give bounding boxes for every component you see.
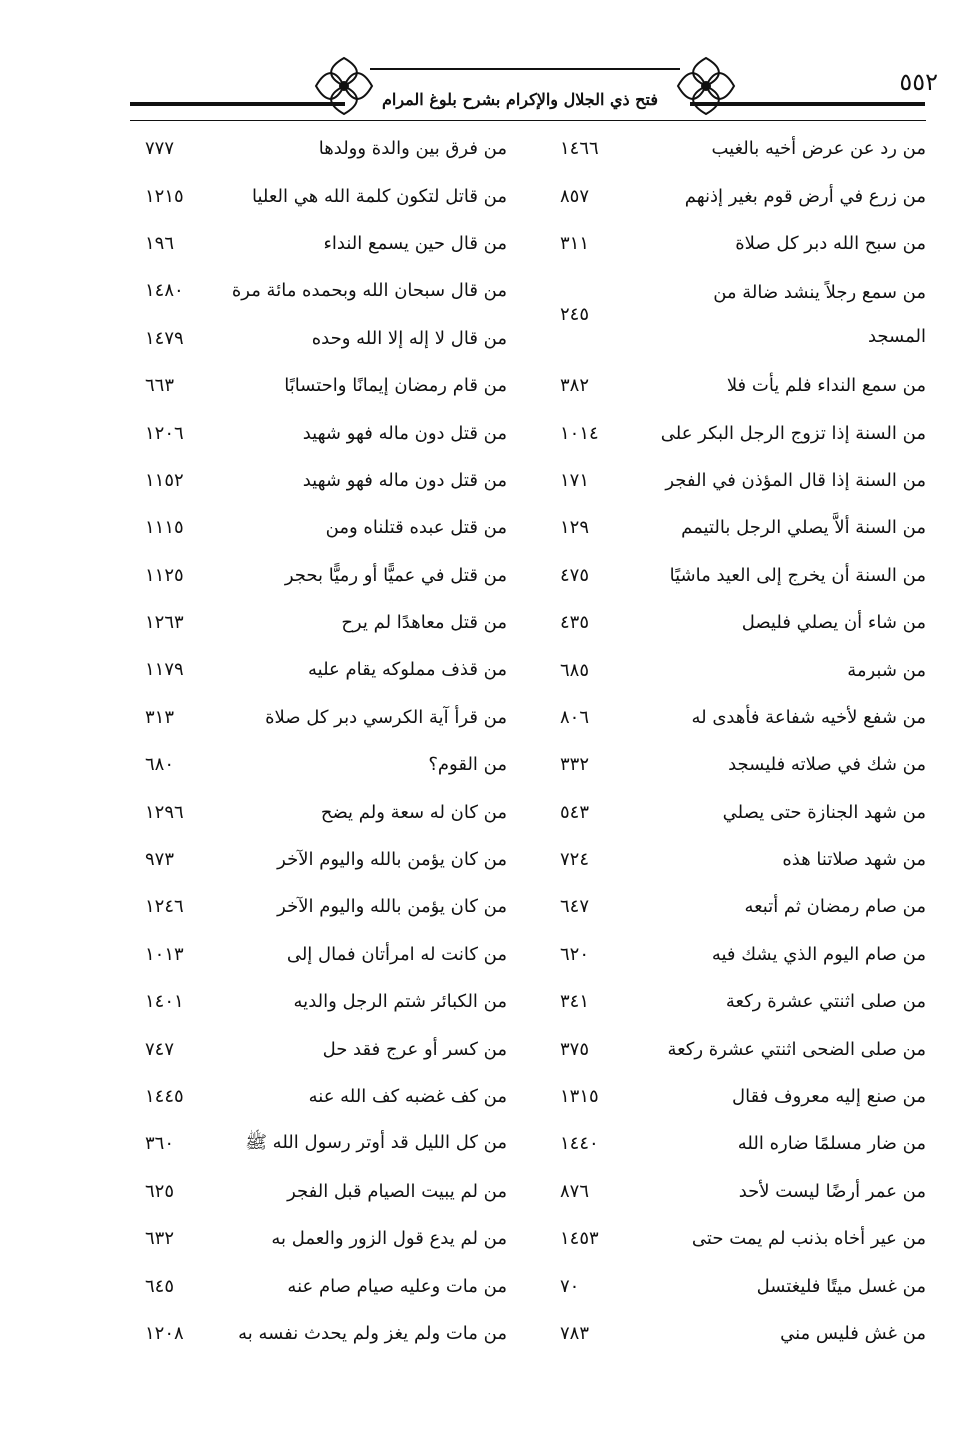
- entry-text: من القوم؟: [428, 754, 507, 776]
- index-entry: [145, 125, 507, 172]
- index-entry: [145, 1310, 507, 1357]
- index-entry: [560, 931, 926, 978]
- index-entry: [560, 788, 926, 835]
- index-entry: [145, 646, 507, 693]
- entry-page-number: ٦٢٥: [145, 1180, 175, 1202]
- entry-text: من قال سبحان الله وبحمده مائة مرة: [231, 280, 507, 302]
- index-entry: [145, 1120, 507, 1167]
- index-entry: [145, 409, 507, 456]
- entry-text: من قتل معاهدًا لم يرح: [341, 612, 507, 634]
- entry-page-number: ٨٥٧: [560, 185, 590, 207]
- index-entry: [560, 125, 926, 172]
- index-entry: [145, 220, 507, 267]
- index-entry: [560, 1025, 926, 1072]
- entry-page-number: ١١١٥: [145, 517, 184, 539]
- entry-page-number: ٢٤٥: [560, 304, 590, 326]
- entry-text: من شاء أن يصلي فليصل: [741, 612, 926, 634]
- entry-page-number: ٣٤١: [560, 991, 590, 1013]
- index-entry: [145, 1215, 507, 1262]
- index-entry: [145, 741, 507, 788]
- entry-page-number: ٣٧٥: [560, 1038, 590, 1060]
- entry-page-number: ٣١٣: [145, 706, 175, 728]
- entry-text: من شهد الجنازة حتى يصلي: [722, 801, 926, 823]
- entry-page-number: ١٢٦٣: [145, 612, 184, 634]
- entry-text: من لم يبيت الصيام قبل الفجر: [287, 1180, 507, 1202]
- index-entry: [560, 694, 926, 741]
- entry-page-number: ١٢٩: [560, 517, 590, 539]
- entry-page-number: ٩٧٣: [145, 849, 175, 871]
- entry-text: من قتل دون ماله فهو شهيد: [302, 469, 507, 491]
- index-entry: [560, 362, 926, 409]
- index-entry: [560, 1215, 926, 1262]
- entry-page-number: ٧٧٧: [145, 138, 175, 160]
- index-entry: [560, 172, 926, 219]
- entry-text: من قذف مملوكه يقام عليه: [308, 659, 507, 681]
- left-ornament-icon: [310, 52, 378, 120]
- entry-page-number: ٦٨٠: [145, 754, 175, 776]
- entry-page-number: ١٤٨٠: [145, 280, 184, 302]
- entry-page-number: ١١٢٥: [145, 564, 184, 586]
- index-entry: [560, 1168, 926, 1215]
- entry-page-number: ١٤٧٩: [145, 327, 184, 349]
- index-entry: [145, 883, 507, 930]
- index-entry: [560, 978, 926, 1025]
- entry-text: من شهد صلاتنا هذه: [782, 849, 926, 871]
- entry-text: من سمع النداء فلم يأت فلا: [726, 375, 926, 397]
- entry-page-number: ١٢٠٨: [145, 1322, 184, 1344]
- entry-text: من كسر أو عرج فقد حل: [322, 1038, 507, 1060]
- entry-text: من السنة إذا قال المؤذن في الفجر: [665, 469, 926, 491]
- index-entry: [145, 315, 507, 362]
- index-entry: [145, 172, 507, 219]
- entry-text: من سبح الله دبر كل صلاة: [735, 232, 926, 254]
- entry-page-number: ١٧١: [560, 469, 590, 491]
- entry-page-number: ٧٤٧: [145, 1038, 175, 1060]
- entry-page-number: ١٢٩٦: [145, 801, 184, 823]
- index-entry: [560, 409, 926, 456]
- entry-text: من قال لا إله إلا الله وحده: [311, 327, 507, 349]
- entry-text: من صام رمضان ثم أتبعه: [744, 896, 926, 918]
- entry-text: من غسل ميتًا فليغتسل: [756, 1275, 926, 1297]
- entry-page-number: ١٢٤٦: [145, 896, 184, 918]
- entry-page-number: ٦٢٠: [560, 943, 590, 965]
- entry-page-number: ١٢٠٦: [145, 422, 184, 444]
- entry-text: من عمر أرضًا ليست لأحد: [738, 1180, 926, 1202]
- index-entry: [145, 362, 507, 409]
- entry-text: من ضار مسلمًا ضاره الله: [737, 1133, 926, 1155]
- entry-text: من شبرمة: [847, 659, 926, 681]
- entry-text: من صلى الضحى اثنتي عشرة ركعة: [667, 1038, 926, 1060]
- entry-page-number: ٦٣٢: [145, 1228, 175, 1250]
- index-entry: [560, 267, 926, 362]
- index-entry: [560, 883, 926, 930]
- entry-text: من قتل عبده قتلناه ومن: [325, 517, 507, 539]
- index-entry: [145, 978, 507, 1025]
- entry-text: من صام اليوم الذي يشك فيه: [711, 943, 926, 965]
- entry-page-number: ٣٣٢: [560, 754, 590, 776]
- index-entry: [145, 599, 507, 646]
- entry-text: من غش فليس مني: [780, 1322, 926, 1344]
- index-entry: [145, 552, 507, 599]
- entry-text: من رد عن عرض أخيه بالغيب: [711, 138, 926, 160]
- index-column-left: [145, 125, 507, 1357]
- entry-page-number: ٨٠٦: [560, 706, 590, 728]
- entry-page-number: ٨٧٦: [560, 1180, 590, 1202]
- entry-text: من قاتل لتكون كلمة الله هي العليا: [252, 185, 507, 207]
- entry-page-number: ٧٨٣: [560, 1322, 590, 1344]
- entry-text: من قتل في عميًّا أو رميًّا بحجر: [284, 564, 507, 586]
- entry-page-number: ١٢١٥: [145, 185, 184, 207]
- entry-text: من كل الليل قد أوتر رسول الله ﷺ: [245, 1131, 507, 1153]
- entry-page-number: ١٣١٥: [560, 1086, 599, 1108]
- entry-page-number: ٣٦٠: [145, 1133, 175, 1155]
- entry-page-number: ٤٧٥: [560, 564, 590, 586]
- entry-text: من مات وعليه صيام صام عنه: [287, 1275, 507, 1297]
- right-ornament-icon: [672, 52, 740, 120]
- entry-text: من الكبائر شتم الرجل والديه: [293, 991, 507, 1013]
- entry-page-number: ١١٥٢: [145, 469, 184, 491]
- entry-page-number: ٦٨٥: [560, 659, 590, 681]
- entry-page-number: ١٤٤٥: [145, 1086, 184, 1107]
- page-number: ٥٥٢: [899, 68, 938, 96]
- entry-text: من شك في صلاته فليسجد: [728, 754, 926, 776]
- entry-page-number: ١٠١٣: [145, 943, 184, 965]
- entry-page-number: ٣١١: [560, 232, 590, 254]
- entry-text: من فرق بين والدة وولدها: [318, 138, 507, 160]
- header-top-rule: [370, 68, 680, 70]
- entry-page-number: ١٤٤٠: [560, 1133, 599, 1155]
- index-entry: [560, 646, 926, 693]
- index-entry: [560, 1073, 926, 1120]
- index-entry: [145, 267, 507, 314]
- index-entry: [560, 1310, 926, 1357]
- index-entry: [145, 1262, 507, 1309]
- entry-page-number: ١٤٥٣: [560, 1228, 599, 1250]
- header-bottom-rule: [130, 120, 926, 121]
- entry-page-number: ١١٧٩: [145, 659, 184, 681]
- entry-text: من لم يدع قول الزور والعمل به: [271, 1228, 507, 1250]
- entry-text: من صنع إليه معروف فقال: [732, 1086, 926, 1108]
- entry-text: من كف غضبه كف الله عنه: [308, 1086, 507, 1107]
- entry-page-number: ٥٤٣: [560, 801, 590, 823]
- index-entry: [560, 1262, 926, 1309]
- entry-text: من عير أخاه بذنب لم يمت حتى: [691, 1228, 926, 1250]
- index-entry: [560, 741, 926, 788]
- index-entry: [145, 1168, 507, 1215]
- entry-text: من كان له سعة ولم يضح: [320, 801, 507, 823]
- entry-text: من شفع لأخيه شفاعة فأهدى له: [691, 706, 926, 728]
- entry-page-number: ٧٠: [560, 1275, 580, 1297]
- entry-text: من كان يؤمن بالله واليوم الآخر: [277, 896, 507, 918]
- entry-text: من صلى اثنتي عشرة ركعة: [725, 991, 926, 1013]
- entry-text: من قال حين يسمع النداء: [323, 232, 507, 254]
- entry-text: من قام رمضان إيمانًا واحتسابًا: [284, 375, 507, 397]
- entry-text: من كان يؤمن بالله واليوم الآخر: [277, 849, 507, 871]
- index-entry: [145, 1073, 507, 1120]
- entry-text: من سمع رجلاً ينشد ضالة من المسجد: [713, 281, 926, 347]
- entry-page-number: ٦٤٥: [145, 1275, 175, 1297]
- index-entry: [145, 836, 507, 883]
- entry-page-number: ١٤٦٦: [560, 138, 599, 160]
- index-column-right: [560, 125, 926, 1357]
- entry-page-number: ١٩٦: [145, 232, 175, 254]
- entry-page-number: ١٤٠١: [145, 991, 184, 1013]
- entry-text: من زرع في أرض قوم بغير إذنهم: [684, 185, 926, 207]
- index-entry: [560, 552, 926, 599]
- entry-page-number: ٦٦٣: [145, 375, 175, 397]
- entry-text: من مات ولم يغز ولم يحدث نفسه به: [238, 1322, 507, 1344]
- index-entry: [560, 220, 926, 267]
- entry-text: من قرأ آية الكرسي دبر كل صلاة: [265, 706, 507, 728]
- entry-page-number: ٦٤٧: [560, 896, 590, 918]
- running-title: فتح ذي الجلال والإكرام بشرح بلوغ المرام: [382, 90, 658, 109]
- index-entry: [560, 504, 926, 551]
- index-entry: [560, 1120, 926, 1167]
- entry-text: من السنة ألاَّ يصلي الرجل بالتيمم: [681, 517, 926, 539]
- page-header: [0, 0, 978, 130]
- index-entry: [145, 1025, 507, 1072]
- index-entry: [145, 931, 507, 978]
- entry-page-number: ١٠١٤: [560, 422, 599, 444]
- entry-text: من السنة أن يخرج إلى العيد ماشيًا: [669, 564, 926, 586]
- entry-page-number: ٤٣٥: [560, 612, 590, 634]
- index-entry: [560, 836, 926, 883]
- entry-text: من كانت له امرأتان فمال إلى: [286, 943, 507, 965]
- index-entry: [145, 694, 507, 741]
- index-entry: [145, 788, 507, 835]
- entry-page-number: ٧٢٤: [560, 849, 590, 871]
- entry-page-number: ٣٨٢: [560, 375, 590, 397]
- index-entry: [145, 457, 507, 504]
- entry-text: من قتل دون ماله فهو شهيد: [302, 422, 507, 444]
- entry-text: من السنة إذا تزوج الرجل البكر على: [660, 422, 926, 444]
- index-entry: [560, 457, 926, 504]
- index-entry: [560, 599, 926, 646]
- index-entry: [145, 504, 507, 551]
